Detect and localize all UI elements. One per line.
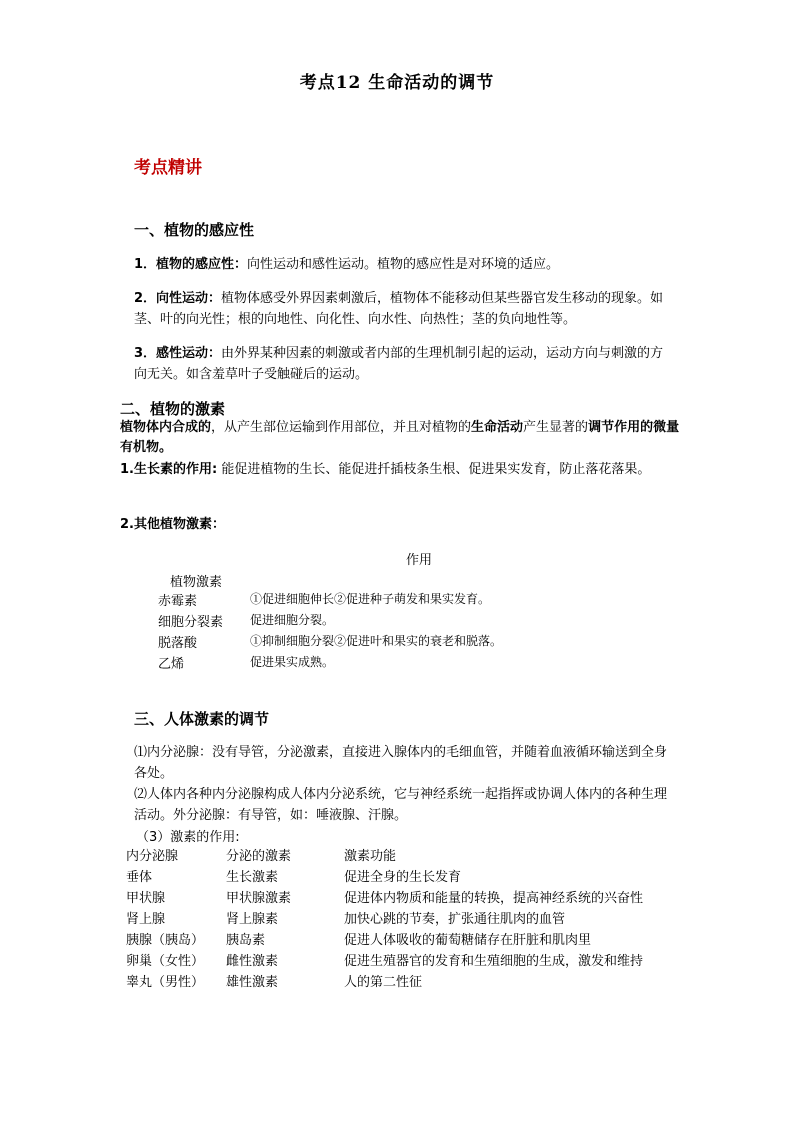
s1-p2-label: 2．向性运动： <box>134 291 222 306</box>
hormone-effect: 促进果实成熟。 <box>250 655 335 669</box>
hormone-effect: ①促进细胞伸长②促进种子萌发和果实发育。 <box>250 592 491 606</box>
human-hormone-table <box>126 845 684 992</box>
section-1-heading: 一、植物的感应性 <box>134 221 255 239</box>
function: 促进人体吸收的葡萄糖储存在肝脏和肌肉里 <box>344 933 592 948</box>
table-row <box>158 590 570 611</box>
hormone-name: 赤霉素 <box>158 594 198 609</box>
hormone: 生长激素 <box>226 870 279 885</box>
table-row <box>126 971 684 992</box>
hormone-name: 细胞分裂素 <box>158 615 224 630</box>
function: 促进生殖器官的发育和生殖细胞的生成，激发和维持 <box>344 954 644 969</box>
function: 促进全身的生长发育 <box>344 870 462 885</box>
s2-intro-bold-3: 调节作用的微量有机物。 <box>120 420 680 455</box>
section-label: 考点精讲 <box>134 158 202 178</box>
column-header: 内分泌腺 <box>126 849 179 864</box>
s3-paragraph-1: ⑴内分泌腺：没有导管，分泌激素，直接进入腺体内的毛细血管，并随着血液循环输送到全身各处。 <box>134 745 668 781</box>
s2-intro-bold-2: 生命活动 <box>471 420 524 435</box>
s3-paragraph-3: （3）激素的作用: <box>136 830 240 845</box>
s2-growth-text: 能促进植物的生长、能促进扦插枝条生根、促进果实发育，防止落花落果。 <box>217 462 651 477</box>
table-row <box>158 632 570 653</box>
function: 加快心跳的节奏，扩张通往肌肉的血管 <box>344 912 566 927</box>
section-2-heading: 二、植物的激素 <box>120 400 226 418</box>
table-row <box>126 929 684 950</box>
hormone: 胰岛素 <box>226 933 266 948</box>
hormone-name: 脱落酸 <box>158 636 198 651</box>
s1-p1-label: 1．植物的感应性： <box>134 257 248 272</box>
s1-paragraph-3 <box>134 343 674 385</box>
plant-table-name-header: 植物激素 <box>170 575 223 590</box>
hormone: 甲状腺激素 <box>226 891 292 906</box>
hormone-effect: ①抑制细胞分裂②促进叶和果实的衰老和脱落。 <box>250 634 503 648</box>
hormone: 肾上腺素 <box>226 912 279 927</box>
s2-intro-bold-1: 植物体内合成的 <box>120 420 212 435</box>
function: 人的第二性征 <box>344 975 423 990</box>
s1-p3-label: 3．感性运动： <box>134 346 222 361</box>
plant-table-effect-header: 作用 <box>406 553 433 568</box>
s1-p1-text: 向性运动和感性运动。植物的感应性是对环境的适应。 <box>247 257 560 272</box>
gland: 胰腺（胰岛） <box>126 933 205 948</box>
column-header: 激素功能 <box>344 849 397 864</box>
s1-p2-text: 植物体感受外界因素刺激后，植物体不能移动但某些器官发生移动的现象。如茎、叶的向光性；根的向地性、向化性、向水性、向热性；茎的负向地性等。 <box>134 291 664 327</box>
gland: 甲状腺 <box>126 891 166 906</box>
hormone-effect: 促进细胞分裂。 <box>250 613 335 627</box>
s2-other-label: 2.其他植物激素： <box>120 517 225 532</box>
s1-paragraph-2 <box>134 288 674 330</box>
s2-other-hormones <box>120 515 680 535</box>
page-title: 考点12 生命活动的调节 <box>299 73 495 93</box>
s1-paragraph-1 <box>134 254 674 275</box>
function: 促进体内物质和能量的转换，提高神经系统的兴奋性 <box>344 891 644 906</box>
table-row <box>126 866 684 887</box>
column-header: 分泌的激素 <box>226 849 292 864</box>
table-row <box>126 908 684 929</box>
s3-paragraph-2: ⑵人体内各种内分泌腺构成人体内分泌系统，它与神经系统一起指挥或协调人体内的各种生理活动。外分泌腺：有导管，如：唾液腺、汗腺。 <box>134 787 668 823</box>
s2-growth-label: 1.生长素的作用: <box>120 462 218 477</box>
section-3-heading: 三、人体激素的调节 <box>134 710 270 728</box>
s2-intro <box>120 418 680 458</box>
gland: 垂体 <box>126 870 153 885</box>
hormone: 雌性激素 <box>226 954 279 969</box>
gland: 肾上腺 <box>126 912 166 927</box>
table-header-row <box>126 845 684 866</box>
s1-p3-text: 由外界某种因素的刺激或者内部的生理机制引起的运动，运动方向与刺激的方向无关。如含羞草叶子受触碰后的运动。 <box>134 346 664 382</box>
table-row <box>158 653 570 674</box>
hormone: 雄性激素 <box>226 975 279 990</box>
gland: 睾丸（男性） <box>126 975 205 990</box>
table-row <box>126 950 684 971</box>
plant-hormone-table <box>158 590 570 674</box>
gland: 卵巢（女性） <box>126 954 205 969</box>
s2-intro-text-1: ，从产生部位运输到作用部位，并且对植物的 <box>211 420 472 435</box>
s2-intro-text-2: 产生显著的 <box>523 420 589 435</box>
table-row <box>126 887 684 908</box>
s2-growth-hormone <box>120 460 680 480</box>
hormone-name: 乙烯 <box>158 657 185 672</box>
table-row <box>158 611 570 632</box>
